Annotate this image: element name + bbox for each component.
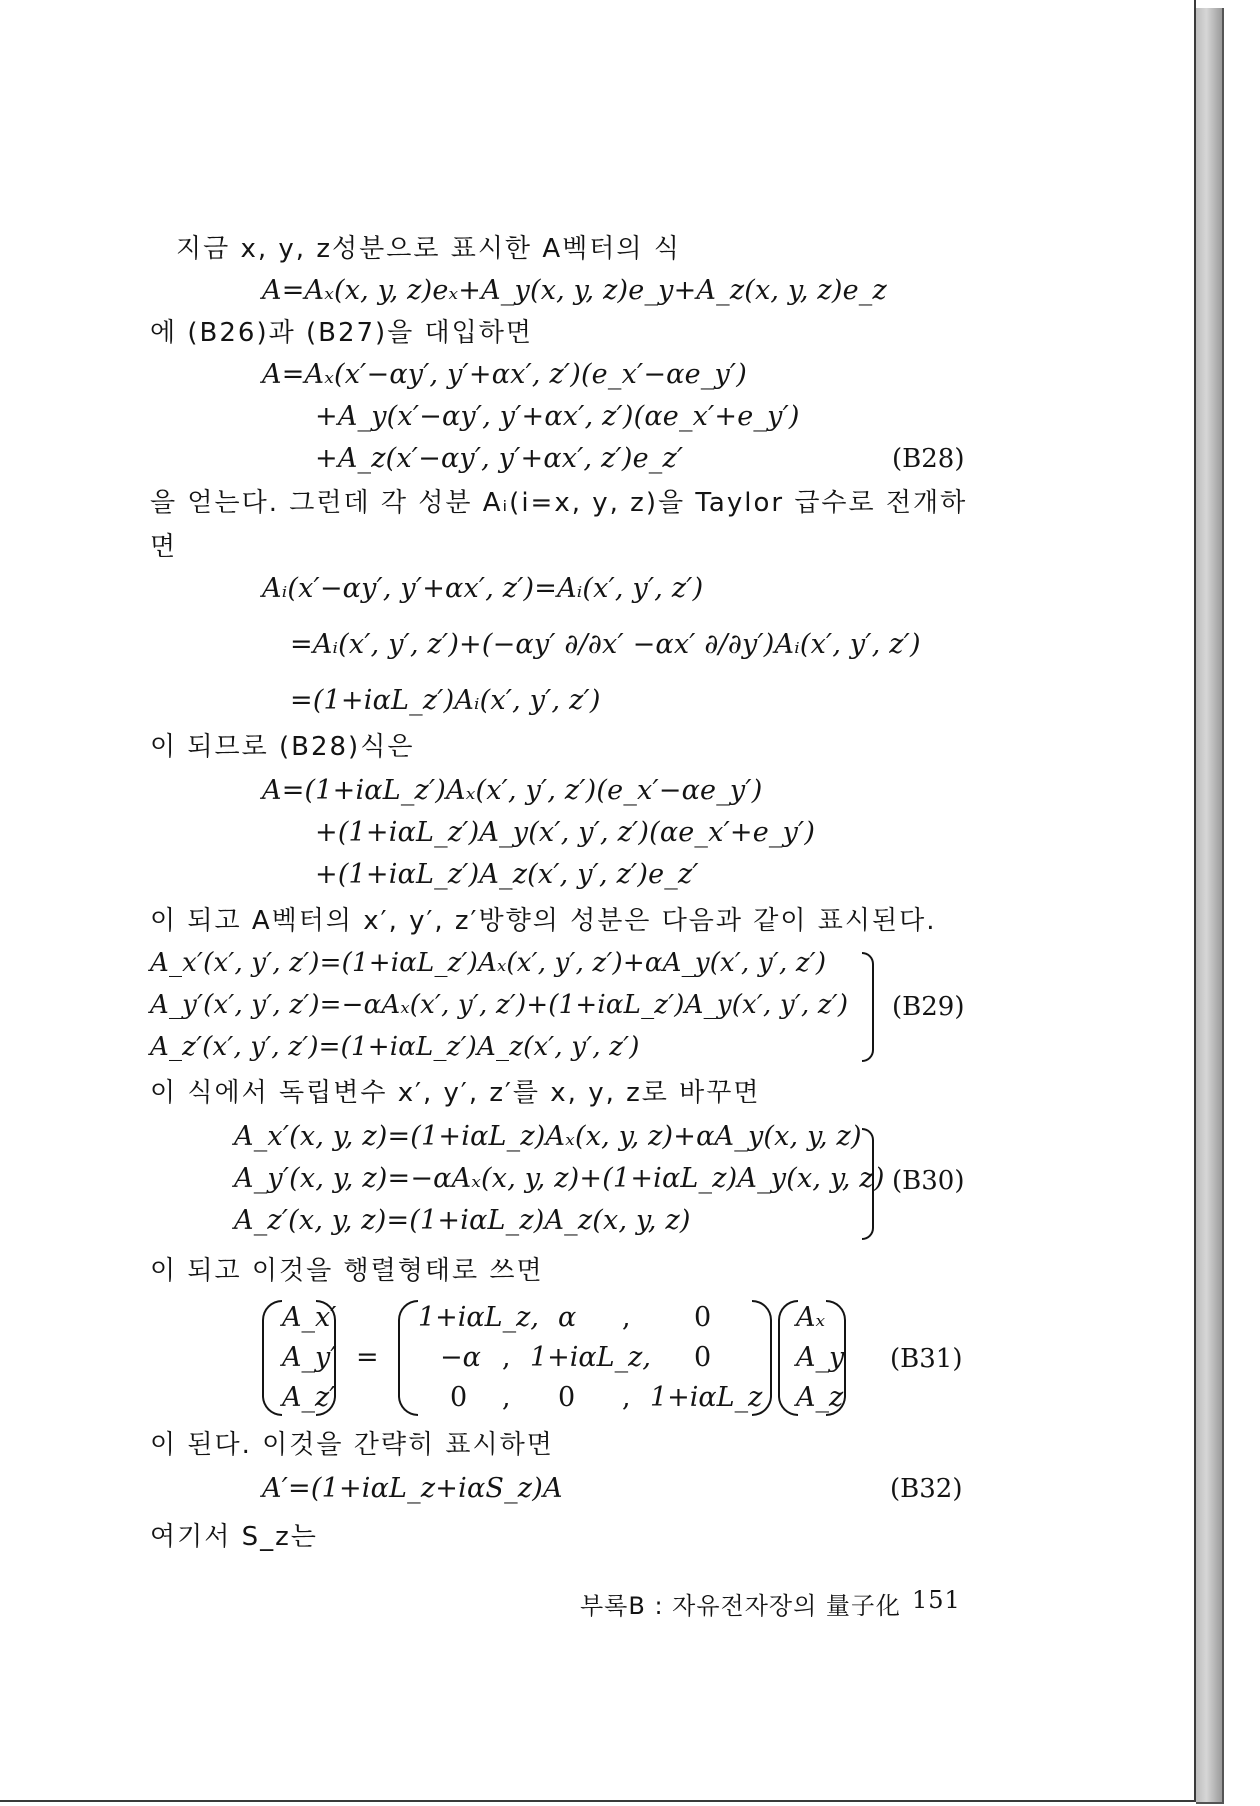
matrix-cell-21: −α: [440, 1342, 481, 1373]
equation-expanded-line1: A=(1+iαL_z′)Aₓ(x′, y′, z′)(e_x′−αe_y′): [262, 775, 763, 806]
text-line-9: 이 된다. 이것을 간략히 표시하면: [150, 1430, 554, 1460]
equation-taylor-line2: =Aᵢ(x′, y′, z′)+(−αy′ ∂/∂x′ −αx′ ∂/∂y′)Aᵢ(x′, y′, z′): [290, 629, 921, 660]
matrix-cell-31: 0: [450, 1382, 468, 1413]
text-line-1: 지금 x, y, z성분으로 표시한 A벡터의 식: [176, 234, 681, 264]
brace-b29: [862, 952, 874, 1062]
matrix-comma-13: ,: [622, 1302, 631, 1333]
equation-b29-line1: A_x′(x′, y′, z′)=(1+iαL_z′)Aₓ(x′, y′, z′)+αA_y(x′, y′, z′): [150, 948, 827, 978]
matrix-cell-13: 0: [694, 1302, 712, 1333]
equation-number-b28: (B28): [892, 444, 965, 474]
right-paren-lhs: [316, 1300, 336, 1416]
left-paren-matrix: [398, 1300, 418, 1416]
matrix-comma-31: ,: [502, 1382, 511, 1413]
text-line-10: 여기서 S_z는: [150, 1522, 318, 1552]
running-footer-title: 부록B : 자유전자장의 量子化: [580, 1592, 901, 1620]
equation-b29-line2: A_y′(x′, y′, z′)=−αAₓ(x′, y′, z′)+(1+iαL_z′)A_y(x′, y′, z′): [150, 990, 849, 1020]
matrix-cell-33: 1+iαL_z: [650, 1382, 763, 1413]
equation-b30-line3: A_z′(x, y, z)=(1+iαL_z)A_z(x, y, z): [234, 1205, 691, 1236]
equation-taylor-line1: Aᵢ(x′−αy′, y′+αx′, z′)=Aᵢ(x′, y′, z′): [262, 573, 704, 604]
equation-number-b29: (B29): [892, 992, 965, 1022]
right-paren-matrix: [752, 1300, 772, 1416]
left-paren-lhs: [262, 1300, 282, 1416]
equation-taylor-line3: =(1+iαL_z′)Aᵢ(x′, y′, z′): [290, 685, 601, 716]
equation-number-b31: (B31): [890, 1344, 963, 1374]
right-paren-rhs: [826, 1300, 846, 1416]
equation-a-vector: A=Aₓ(x, y, z)eₓ+A_y(x, y, z)e_y+A_z(x, y, z)e_z: [262, 275, 887, 306]
page-number: 151: [912, 1586, 961, 1614]
matrix-cell-22: 1+iαL_z,: [530, 1342, 651, 1373]
text-line-7: 이 식에서 독립변수 x′, y′, z′를 x, y, z로 바꾸면: [150, 1078, 761, 1108]
matrix-lhs-3: A_z′: [282, 1382, 336, 1413]
brace-b30: [862, 1128, 874, 1240]
matrix-comma-21: ,: [502, 1342, 511, 1373]
matrix-rhs-3: A_z: [796, 1382, 844, 1413]
equation-b32: A′=(1+iαL_z+iαS_z)A: [262, 1473, 563, 1504]
equation-expanded-line2: +(1+iαL_z′)A_y(x′, y′, z′)(αe_x′+e_y′): [315, 817, 816, 848]
matrix-cell-32: 0: [558, 1382, 576, 1413]
equation-b30-line1: A_x′(x, y, z)=(1+iαL_z)Aₓ(x, y, z)+αA_y(x, y, z): [234, 1121, 862, 1152]
equation-number-b30: (B30): [892, 1166, 965, 1196]
equation-b28-line2: +A_y(x′−αy′, y′+αx′, z′)(αe_x′+e_y′): [315, 401, 800, 432]
matrix-rhs-2: A_y: [796, 1342, 845, 1373]
page-edge: [1196, 8, 1224, 1804]
matrix-cell-12: α: [558, 1302, 577, 1333]
text-line-5: 이 되므로 (B28)식은: [150, 732, 415, 762]
equation-b28-line1: A=Aₓ(x′−αy′, y′+αx′, z′)(e_x′−αe_y′): [262, 359, 747, 390]
equation-b30-line2: A_y′(x, y, z)=−αAₓ(x, y, z)+(1+iαL_z)A_y(x, y, z): [234, 1163, 885, 1194]
equation-b29-line3: A_z′(x′, y′, z′)=(1+iαL_z′)A_z(x′, y′, z′): [150, 1032, 640, 1062]
equation-b28-line3: +A_z(x′−αy′, y′+αx′, z′)e_z′: [315, 443, 684, 474]
matrix-equals: =: [356, 1342, 379, 1373]
text-line-4: 면: [150, 532, 178, 562]
text-line-8: 이 되고 이것을 행렬형태로 쓰면: [150, 1256, 544, 1286]
matrix-cell-23: 0: [694, 1342, 712, 1373]
text-line-6: 이 되고 A벡터의 x′, y′, z′방향의 성분은 다음과 같이 표시된다.: [150, 906, 937, 936]
matrix-lhs-2: A_y′: [282, 1342, 337, 1373]
matrix-lhs-1: A_x′: [282, 1302, 337, 1333]
text-line-2: 에 (B26)과 (B27)을 대입하면: [150, 318, 534, 348]
text-line-3: 을 얻는다. 그런데 각 성분 Aᵢ(i=x, y, z)을 Taylor 급수로 전개하: [150, 488, 968, 518]
matrix-cell-11: 1+iαL_z,: [418, 1302, 539, 1333]
left-paren-rhs: [778, 1300, 798, 1416]
equation-expanded-line3: +(1+iαL_z′)A_z(x′, y′, z′)e_z′: [315, 859, 699, 890]
matrix-comma-32: ,: [622, 1382, 631, 1413]
matrix-rhs-1: Aₓ: [796, 1302, 826, 1333]
equation-number-b32: (B32): [890, 1474, 963, 1504]
